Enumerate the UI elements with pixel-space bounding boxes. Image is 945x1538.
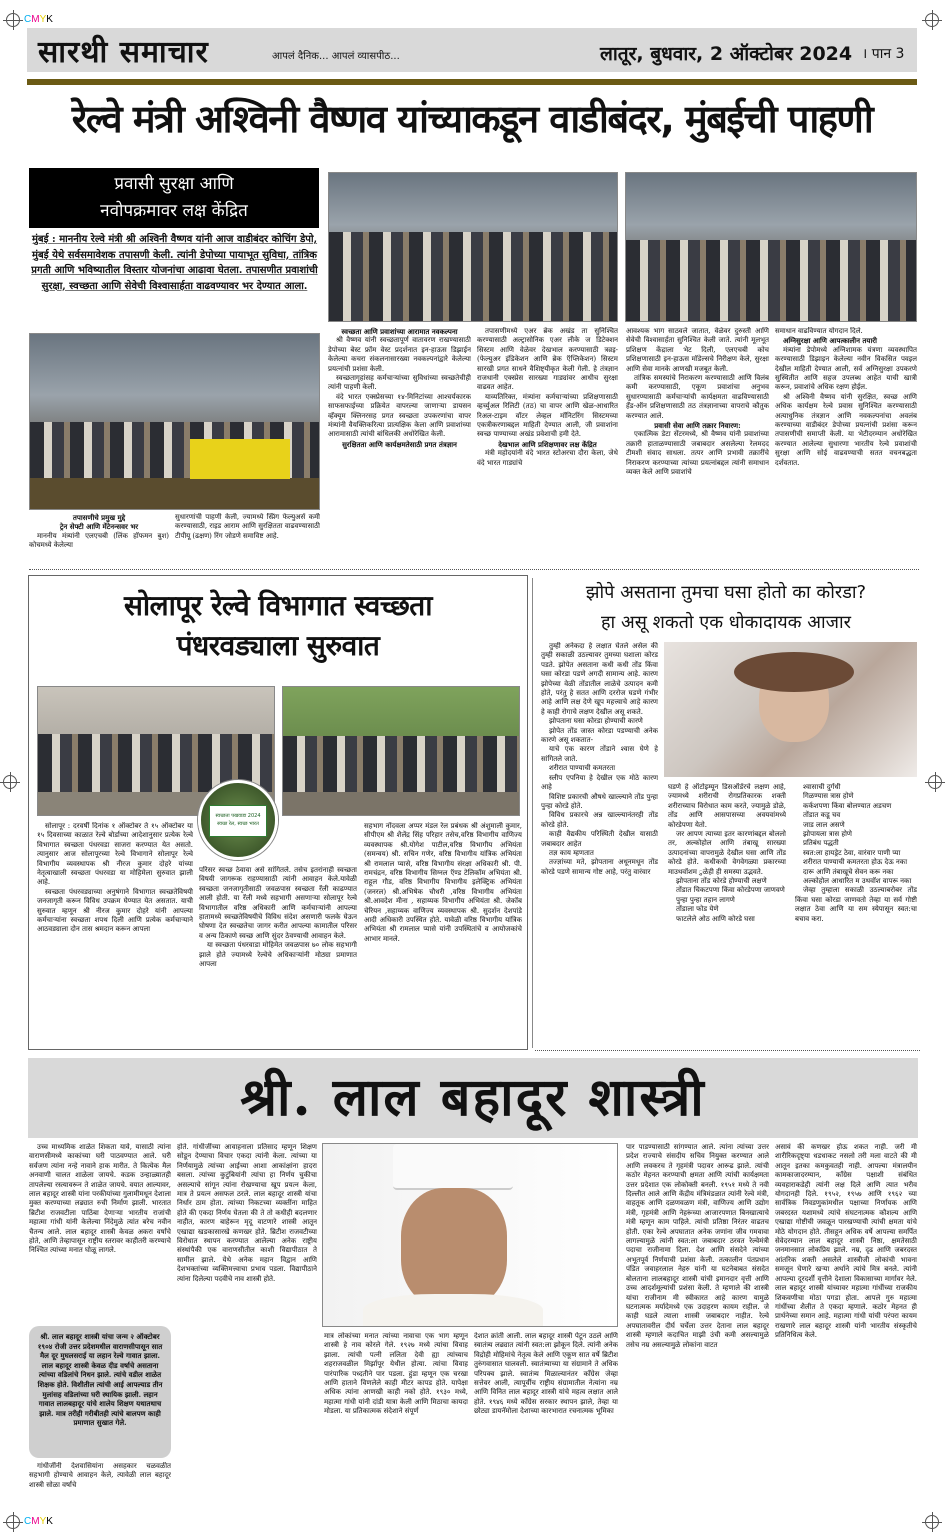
shastri-column-4 [474, 1332, 618, 1504]
shastri-column-1 [29, 1143, 171, 1321]
cmyk-mark: CMYK [24, 14, 53, 25]
banner-slogan: स्वच्छ रेल, स्वच्छ भारत [217, 821, 259, 827]
story2-column-2 [199, 866, 357, 1044]
paragraph: परिसर स्वच्छ ठेवावा असे सांगितले. तसेच इतरांनाही स्वच्छता विषयी जागरूक राहण्यासाठी त्यांनी आवाहन केले.यावेळी स्वच्छता जनजागृतीसाठी जवळपास स्वच्छता रॅली काढण्यात आली होती. या रॅली मध्ये सहभागी असणाऱ्या सोलापूर रेल्वे विभागातील वरिष्ठ अधिकारी आणि कर्मचाऱ्यांनी आपल्या हातामध्ये स्वच्छतेविषयीचे विविध संदेश असणारी फलके घेऊन घोषणा देत स्वच्छतेचा जागर करीत आपल्या कामातील परिसर व अन्य ठिकाणे स्वच्छ आणि सुंदर ठेवण्याची आवाहन केले. [199, 866, 357, 940]
paragraph: आवश्यक भाग साठवले जातात, वेळेवर दुरुस्ती आणि सेवेची विश्वासार्हता सुनिश्चित केली जाते. त्यांनी मूलभूत प्रशिक्षण केंद्राला भेट दिली, एलएचबी कोच प्रशिक्षणासाठी इन-हाऊस मॉडेल्सचे निरीक्षण केले, सुरक्षा आणि सेवा मानके आणखी मजबूत केली. [626, 327, 769, 373]
story3-column-1 [541, 642, 658, 1044]
cmyk-mark: CMYK [24, 1516, 53, 1527]
paragraph: तपासणीमध्ये एअर ब्रेक अखंड ता सुनिश्चित करण्यासाठी अल्ट्रासोनिक एअर लीके ज डिटेक्शन सिस्टम आणि वेळेवर देखभाल करण्यासाठी त्रव्रइ- (फेल्युअर इंडिकेशन आणि ब्रेक ऍप्लिकेशन) सिस्टम सारखी प्रगत साधने वैशिष्ट्यीकृत केली गेली. हे तंत्रज्ञान राजधानी एक्स्प्रेस सारख्या गाड्यांवर आधीच सुरक्षा वाढवत आहेत. [477, 327, 618, 392]
photo-woman-sleepless [664, 642, 917, 777]
subhead: अग्निसुरक्षा आणि आपत्कालीन तयारी [783, 336, 877, 346]
paragraph: शरीरात पाण्याची कमतरता होऊ देऊ नका [803, 858, 908, 867]
paragraph: स्वच्छता पंधरवड्याच्या अनुषंगाने विभागात स्वच्छतेविषयी जनजागृती करून विविध उपक्रम घेण्यात येत असतात. याची सुरुवात म्हणून श्री नीरज कुमार दोहरे यांनी आपल्या कर्मचाऱ्यांना स्वच्छता शपथ दिली आणि प्रत्येक कर्मचाऱ्याने आठवड्याला दोन तास श्रमदान करून आपला [37, 887, 193, 934]
paragraph: जेव्हा तुम्हाला सकाळी उठल्याबरोबर तोंड किंवा घसा कोरडा जाणवतो तेव्हा या सर्व गोष्टी लक्षात ठेवा आणि या सम स्येपासून स्वत:चा बचाव करा. [795, 886, 917, 923]
paragraph: सहभाग नोंदवला अप्पर मंडल रेल प्रबंधक श्री अंशुमाली कुमार, सीपीएम श्री शैलेंद्र सिंह परिहार तसेच,वरिष्ठ विभागीय वाणिज्य व्यवस्थापक श्री.योगेश पाटील,वरिष्ठ विभागीय अभियंता (समन्वय) श्री. सचिन गणेर, वरिष्ठ विभागीय यांत्रिक अभियंता श्री रामलाल प्यासे, वरिष्ठ विभागीय संरक्षा अधिकारी श्री. पी. रामचंद्रन, वरिष्ठ विभागीय सिग्नल ऍण्ड टेलिकॉम अभियंता श्री. राहूल गौड, वरिष्ठ विभागीय विभागीय इलेक्ट्रिक अभियंता (जनरल) श्री.अभिषेक चौधरी ,वरिष्ठ विभागीय अभियंता श्री.आवदेश मीना , सहाय्यक विभागीय अभियंता श्री. जेकॉब चेरियन ,सहाय्यक वाणिज्य व्यवस्थापक श्री. सुदर्शन देशपांडे आदी अधिकारी उपस्थित होते. यावेळी वरिष्ठ विभागीय यांत्रिक अभियंता श्री रामलाल प्यासे यांनी उपस्थितांचे व आयोजकांचे आभार मानले. [364, 822, 522, 943]
dateline: लातूर, बुधवार, 2 ऑक्टोबर 2024 [600, 43, 853, 65]
headline-line: हा असू शकतो एक धोकादायक आजार [601, 612, 851, 633]
headline-line: सोलापूर रेल्वे विभागात स्वच्छता [123, 589, 432, 622]
shastri-column-1b [29, 1462, 171, 1502]
paragraph: दारू आणि तंबाखूचे सेवन करू नका [803, 867, 894, 876]
paragraph: होते. गांधीजींच्या आवाहनाला प्रतिसाद म्हणून शिक्षण सोडून देण्याचा विचार एकदा त्यांनी केला. त्यांच्या या निर्णयामुळे त्यांच्या आईच्या आशा आकांक्षांना हादरा बसला. त्यांच्या कुटुंबियांनी त्यांचा हा निर्णय चुकीचा असल्याचे सांगून त्यांना रोखण्याचा खूप प्रयत्न केला, मात्र ते प्रयत्न असफल ठरले. लाल बहादूर शास्त्री यांचा निर्धार ठाम होता. त्यांच्या निकटच्या व्यक्तींना माहित होते की एकदा निर्णय घेतला की ते तो कधीही बदलणार नाहीत, कारण बाहेरून मृदू वाटणारे शास्त्री आतून एखाद्या खडकासारखे कणखर होते. ब्रिटीश राजवटीच्या विरोधात स्थापन करण्यात आलेल्या अनेक राष्ट्रीय संस्थांपैकी एक वाराणसीतील काशी विद्यापीठात ते सामील झाले. येथे अनेक महान विद्वान आणि देशभक्तांच्या व्यक्तिमत्त्वाचा प्रभाव पडला. विद्यापीठाने त्यांना दिलेल्या पदवीचे नाव शास्त्री होते. [177, 1143, 317, 1283]
gandhi-cap-shape [393, 1144, 513, 1190]
lede-text: मुंबई : माननीय रेल्वे मंत्री श्री अश्विनी वैष्णव यांनी आज वाडीबंदर कोचिंग डेपो, मुंबई येथे सर्वसमावेशक तपासणी केली. त्यांनी डेपोच्या पायाभूत सुविधा, तांत्रिक प्रगती आणि भविष्यातील विस्तार योजनांचा आढावा घेतला. तपासणीत प्रवाशांची सुरक्षा, स्वच्छता आणि सेवेची विश्वासार्हता वाढवण्यावर भर देण्यात आला. [31, 234, 318, 292]
shastri-column-3 [324, 1332, 468, 1504]
paragraph: देशात क्रांती आली. लाल बहादूर शास्त्री पेटून उठले आणि स्वातंत्र्य लढ्यात त्यांनी स्वत:ला झोकून दिले. त्यांनी अनेक विद्रोही मोहिमांचे नेतृत्व केले आणि एकूण सात वर्षे ब्रिटीश तुरुंगवासात घालवली. स्वातंत्र्याच्या या संग्रामाने ते अधिक परिपक्व झाले. स्वातंत्र्य मिळाल्यानंतर काँग्रेस जेव्हा सत्तेवर आली, त्यापूर्वीच राष्ट्रीय संग्रामातील नेत्यांना नम्र आणि विनित लाल बहादूर शास्त्री यांचे महत्व लक्षात आले होते. १९४६ मध्ये काँग्रेस सरकार स्थापन झाले, तेव्हा या छोट्या डायनॅमोला देशाच्या कारभारात रचनात्मक भूमिका [474, 1332, 618, 1416]
shastri-column-2 [177, 1143, 317, 1503]
paragraph: तोंडात चिकटपणा किंवा कोरडेपणा जाणवणे [676, 886, 785, 895]
newspaper-logo: सारथी समाचार [38, 35, 209, 70]
paragraph: फाटलेले ओठ आणि कोरडे घसा [676, 914, 755, 923]
registration-mark-icon [925, 13, 939, 27]
paragraph: गांधीजींनी देशवासियांना असहकार चळवळीत सहभागी होण्याचे आवाहन केले, त्यावेळी लाल बहादूर शास्त्री सोळा वर्षांचे [29, 1462, 171, 1489]
page-number: । पान 3 [862, 46, 905, 62]
story-headline: रेल्वे मंत्री अश्विनी वैष्णव यांच्याकडून वाडीबंदर, मुंबईची पाहणी [71, 97, 873, 141]
paragraph: उच्च माध्यमिक शाळेत शिकता यावे, यासाठी त्यांना वाराणसीमध्ये काकांच्या घरी पाठवण्यात आले. घरी सर्वजण त्यांना नन्हे नावाने हाक मारीत. ते कित्येक मैल अनवाणी चालत शाळेला जायचे. कडक उन्हाळ्यातही तापलेल्या रस्त्यावरून ते शाळेत जायचे. वयात आल्यावर, लाल बहादूर शास्त्री यांना परकीयांच्या गुलामीमधून देशाला मुक्त करण्याच्या लढ्यात रुची निर्माण झाली. भारतात ब्रिटीश राजवटीला पाठिंबा देणाऱ्या भारतीय राजांची महात्मा गांधी यांनी केलेल्या निंदेमुळे त्यांत बरेच नवीन चैतन्य आले. लाल बहादूर शास्त्री केवळ अकरा वर्षांचे होते, आणि तेव्हापासून राष्ट्रीय स्तरावर काहीतरी करण्याचे निश्चित त्यांच्या मनात घोळू लागले. [29, 1143, 171, 1255]
paragraph: मंत्री महोदयांनी वंदे भारत स्टोअरचा दौरा केला, जेथे वंदे भारत गाड्यांचे [477, 449, 618, 467]
paragraph: झोपताना घसा कोरडा होण्याची कारणे [549, 717, 643, 726]
story2-column-3 [364, 822, 522, 1044]
paragraph: स्लीप एपनिया हे देखील एक मोठे कारण आहे [541, 773, 658, 792]
paragraph: वंदे भारत एक्स्प्रेसच्या १४-मिनिटांच्या आश्चर्यकारक साफसफाईच्या प्रक्रियेत वापरल्या जाणाऱ्या डायसन व्हॅक्यूम क्लिनरसह प्रगत स्वच्छता उपकरणांचा वापर मंत्र्यांनी वैयक्तिकरित्या प्रात्यक्षिक केला आणि प्रवाशांच्या आरामासाठी त्यांची बांधिलकी अधोरेखित केली. [328, 392, 471, 439]
paragraph: जर आपण त्याच्या इतर कारणांबद्दल बोललो तर, अल्कोहोल आणि तंबाखू सारख्या उत्पादनांच्या वापरामुळे देखील घसा आणि तोंड कोरडे होते. कधीकधी वेगवेगळ्या प्रकारच्या माउथवॉशम ुळेही ही समस्या उद्भवते. [668, 830, 786, 876]
story2-headline [30, 586, 526, 666]
paragraph: पार पाडण्यासाठी सांगण्यात आले. त्यांना त्यांच्या उत्तर प्रदेश राज्याचे संसदीय सचिव नियुक्त करण्यात आले आणि लवकरच ते गृहमंत्री पदावर आरूढ झाले. त्यांची कठोर मेहनत करण्याची क्षमता आणि त्यांची कार्यक्षमता उत्तर प्रदेशात एक लोकोक्ती बनली. १९५१ मध्ये ते नवी दिल्लीत आले आणि केंद्रीय मंत्रिमंडळात त्यांनी रेल्वे मंत्री, वाहतूक आणि दळणवळण मंत्री, वाणिज्य आणि उद्योग मंत्री, गृहमंत्री आणि नेहरूंच्या आजारपणात बिनखात्याचे मंत्री म्हणून काम पाहिले. त्यांची प्रतिष्ठा निरंतर वाढतच होती. एका रेल्वे अपघातात अनेक जणांना जीव गमवावा लागल्यामुळे त्यांनी स्वत:ला जबाबदार ठरवत रेल्वेमंत्री पदाचा राजीनामा दिला. देश आणि संसदेने त्यांच्या अभूतपूर्व निर्णयाची प्रशंसा केली. तत्कालीन पंतप्रधान पंडित जवाहरलाल नेहरु यांनी या घटनेबाबत संसदेत बोलताना लालबहादूर शास्त्री यांची इमानदार वृत्ती आणि उच्च आदर्शमूल्यांची प्रशंसा केली. ते म्हणाले की शास्त्री यांचा राजीनाम मी स्वीकारत आहे कारण यामुळे घटनात्मक मर्यादेमध्ये एक उदाहरण कायम राहील. जे काही घडले त्याला शास्त्री जबाबदार नाहीत. रेल्वे अपघातावरील दीर्घ चर्चेला उत्तर देताना लाल बहादूर शास्त्री म्हणाले कदाचित माझी उंची कमी असल्यामुळे तसेच नम्र असल्यामुळे लोकांना वाटत [626, 1143, 769, 1349]
kicker-line: नवोपक्रमावर लक्ष केंद्रित [100, 201, 248, 221]
paragraph: श्री वैष्णव यांनी स्वच्छतापूर्ण वातावरण राखण्यासाठी डेपोच्या बेस्ट फ्रॉम वेस्ट प्रदर्शनात इन-हाऊस डिझाईन केलेल्या कचरा संकलनासारख्या नवकल्पनांद्वारे केलेल्या प्रयत्नांची प्रशंसा केली. [328, 336, 471, 373]
inset-photo-banner [198, 780, 278, 860]
paragraph: स्वच्छतागृहांसह कर्मचाऱ्यांच्या सुविधांच्या स्वच्छतेचीही त्यांनी पाहणी केली. [328, 374, 471, 392]
kicker-line: प्रवासी सुरक्षा आणि [114, 174, 234, 194]
registration-mark-icon [925, 1515, 939, 1529]
paragraph: स्वत:ला हायड्रेट ठेवा, वारंवार पाणी प्या [803, 848, 901, 857]
paragraph: याचे एक कारण तोंडाने श्वास घेणे हे सांगितले जाते. [541, 745, 658, 763]
paragraph: काही वैद्यकीय परिस्थिती देखील यासाठी जबाबदार आहेत [541, 830, 658, 848]
paragraph: तज्ञ काय म्हणतात [549, 848, 594, 857]
story1-column-3 [328, 327, 471, 565]
paragraph: तज्ज्ञांच्या मते, झोपताना अधूनमधून तोंड कोरडे पडणे सामान्य गोष्ट आहे, परंतु वारंवार [541, 858, 658, 876]
section-divider [29, 569, 919, 570]
story1-column-6 [775, 327, 917, 565]
subhead: ट्रेन सेफ्टी आणि मेंटेनन्सवर भर [59, 522, 139, 532]
photo-minister-inspecting-coach [29, 333, 320, 510]
story-kicker [29, 168, 319, 228]
story3-column-2 [668, 783, 786, 1044]
paragraph: श्वासाची दुर्गंधी [803, 783, 841, 791]
paragraph: असावं की कणखर होऊ शकत नाही. जरी मी शारीरिकदृष्ट्या धडधाकट नसलो तरी मला वाटते की मी आतून इतका कमकुवतही नाही. आपल्या मंत्रालयीन कामकाजादरम्यान, काँग्रेस पक्षाशी संबंधित व्यवहाराकडेही त्यांनी लक्ष दिले आणि त्यात भरीव योगदानही दिले. १९५२, १९५७ आणि १९६२ च्या सार्वत्रिक निवडणुकांमधील पक्षाच्या निर्णायक आणि जबरदस्त यशामध्ये त्यांचे संघटनात्मक कौशल्य आणि एखाद्या गोष्टीची जवळून पारखण्याची त्यांची क्षमता यांचे मोठे योगदान होते. तीसहून अधिक वर्षे आपल्या समर्पित सेवेदरम्यान लाल बहादूर शास्त्री निष्ठा, क्षमतेसाठी जनमानसात लोकप्रिय झाले. नम्र, दृढ आणि जबरदस्त आंतरिक शक्ती असलेले शास्त्रीजी लोकांची भावना समजून घेणारे खऱ्या अर्थाने त्यांचे मित्र बनले. त्यांनी आपल्या दूरदर्शी वृत्तीने देशाला विकासाच्या मार्गावर नेले. लाल बहादूर शास्त्री यांच्यावर महात्मा गांधींच्या राजकीय शिकवणीचा मोठा पगडा होता. आपले गुरु महात्मा गांधींच्या शैलीत ते एकदा म्हणाले. कठोर मेहनत ही प्रार्थनेच्या समान आहे. महात्मा गांधी यांची परंपरा कायम राखणारे लाल बहादूर शास्त्री यांनी भारतीय संस्कृतीचे प्रतिनिधित्व केले. [775, 1143, 917, 1340]
paragraph: पुन्हा पुन्हा तहान लागणे [676, 895, 735, 904]
paragraph: तोंडाला फोड येणे [676, 905, 719, 914]
paragraph: विशिष्ट प्रकारची औषधे खाल्ल्याने तोंड पुन्हा पुन्हा कोरडे होते. [541, 792, 658, 810]
paragraph: प्रतिबंध पद्धती [803, 839, 839, 848]
subhead: स्वच्छता आणि प्रवाशांच्या आरामात नवकल्पना [341, 327, 458, 336]
shastri-headline: श्री. लाल बहादूर शास्त्री [240, 1067, 706, 1128]
subhead: सुरक्षितता आणि कार्यक्षमतेसाठी प्रगत तंत्रज्ञान [342, 439, 457, 449]
subhead: प्रवासी सेवा आणि तक्रार निवारण: [654, 421, 741, 431]
masthead-rule [27, 79, 917, 85]
kurta-shape [363, 1294, 543, 1327]
paragraph: मात्र लोकांच्या मनात त्यांच्या नावाचा एक भाग म्हणून शास्त्री हे नाव कोरले गेले. १९२७ मध्ये त्यांचा विवाह झाला. त्यांची पत्नी ललिता देवी ह्या त्यांच्याच शहराजवळील मिर्झापूर येथील होत्या. त्यांचा विवाह पारंपारिक पध्दतीने पार पडला. हुंडा म्हणून एक चरखा आणि हाताने विणलेले काही मीटर कापड होते. यापेक्षा अधिक त्यांना आणखी काही नको होते. १९३० मध्ये, महात्मा गांधी यांनी दांडी यात्रा केली आणि मिठाचा कायदा मोडला. या प्रतिकात्मक संदेशाने संपूर्ण [324, 1332, 468, 1416]
shastri-birth-callout: श्री. लाल बहादूर शास्त्री यांचा जन्म २ ऑक्टोबर १९०४ रोजी उत्तर प्रदेशमधील वाराणसीपासून सात मैल दूर मुघलसराई या लहान रेल्वे गावात झाला. लाल बहादूर शास्त्री केवळ दीड वर्षाचे असताना त्यांच्या वडिलांचे निधन झाले. त्यांचे वडील शाळेत शिक्षक होते. विशीतील त्यांची आई आपल्याड तीन मुलांसह वडिलांच्या घरी स्थायिक झाली. लहान गावात लालबहादूर यांचे शालेय शिक्षण यथातथाच झाले. मात्र तरीही गरीबीतही त्यांचे बालपण काही प्रमाणात सुखात गेले. [29, 1326, 171, 1458]
paragraph: झोपताना तोंड कोरडे होण्याची लक्षणे [676, 877, 767, 886]
paragraph: कर्कशपणा किंवा बोलण्यात अडचण [803, 801, 892, 810]
paragraph: झोपायला त्रास होणे [803, 830, 852, 839]
photo-lal-bahadur-shastri [322, 1143, 618, 1327]
subhead: तपासणीचे प्रमुख मुद्दे [72, 513, 126, 522]
section-divider [535, 1050, 920, 1051]
registration-mark-icon [3, 775, 17, 789]
paragraph: मंत्र्यांना डेपोमध्ये अग्निशामक यंत्रणा व्यवस्थापित करण्यासाठी डिझाइन केलेल्या नवीन विकसित पवइल देखील माहिती देण्यात आली, सर्व अग्निसुरक्षा उपकरणे सुस्थितीत आणि सहज उपलब्ध आहेत याची खात्री करून, प्रवाशांचे अधिक रक्षण होईल. [775, 345, 917, 392]
paragraph: झोपेत तोंड जास्त कोरडा पडण्याची अनेक कारणे असू शकतात- [541, 726, 658, 745]
paragraph: सुधारणांची पाहणी केली, ज्यामध्ये स्प्रिंग फेल्युअर्स कमी करण्यासाठी, राइड आराम आणि सुरक्षितता वाढवण्यासाठी टीपीयू (ढक्षण) रिंग जोडणे समाविष्ट आहे. [175, 513, 320, 540]
shastri-column-5 [626, 1143, 769, 1505]
paragraph: घडणे हे ऑटोइम्यून डिसऑर्डरचे लक्षण आहे, ज्यामध्ये शरीराची रोगप्रतिकारक शक्ती शरीराच्याच विरोधात काम करते, ज्यामुळे डोळे, तोंड आणि आसपासच्या अवयवांमध्ये कोरडेपणा येतो. [668, 783, 786, 829]
cleanliness-banner [209, 805, 267, 837]
paragraph: शरीरात पाण्याची कमतरता [549, 764, 616, 773]
column-rule [532, 578, 533, 1048]
story3-column-3 [795, 783, 917, 1044]
banner-title: स्वच्छता पखवाडा 2024 [215, 813, 261, 819]
story1-column-5 [626, 327, 769, 565]
story3-headline [535, 578, 917, 638]
paragraph: समाधान वाढविण्यात योगदान दिले. [775, 327, 863, 335]
registration-mark-icon [6, 1515, 20, 1529]
paragraph: अल्कोहोल आधारित म उथवॉश वापरू नका [803, 877, 912, 886]
headline-line: झोपे असताना तुमचा घसा होतो का कोरडा? [585, 582, 867, 603]
shastri-column-6 [775, 1143, 917, 1505]
paragraph: तुम्ही अनेकदा हे लक्षात घेतले असेल की तुम्ही सकाळी उठल्यावर तुमच्या घशाला कोरड पडते. झोपेत असताना कधी कधी तोंड किंवा घसा कोरडा पडणे अगदी सामान्य आहे. कारण झोपेच्या वेळी तोंडातील लाळेचे उत्पादन कमी होते, परंतु हे सतत आणि दररोज घडणे गंभीर आहे आणि लक्ष देणे खूप महत्त्वाचे आहे कारण हे काही रोगाचे लक्षण देखील असू शकते. [541, 642, 658, 716]
story2-column-1 [37, 822, 193, 1044]
hair-shape [734, 652, 854, 692]
photo-minister-with-staff [328, 172, 618, 322]
paragraph: एकात्मिक डेटा सेंटरमध्ये, श्री वैष्णव यांनी प्रवाशांच्या तक्रारी हाताळण्यासाठी जबाबदार असलेल्या रेलमदद टीमशी संवाद साधला. तत्पर आणि प्रभावी तक्रारींचे निराकरण करण्याच्या त्यांच्या प्रयत्नांबद्दल त्यांनी समाधान व्यक्त केले आणि प्रवाशांचे [626, 430, 769, 477]
paragraph: विविध प्रकारचे अन्न खाल्ल्यानंतरही तोंड कोरडे होते. [541, 811, 658, 829]
paragraph: जाड लाल असणे [803, 820, 845, 829]
photo-rally-march [282, 686, 520, 816]
paragraph: तोंडात कडू चव [803, 811, 841, 820]
headline-line: पंधरवड्याला सुरुवात [176, 629, 380, 662]
paragraph: या स्वच्छता पंधरवाडा मोहिमेत जवळपास ७० लोक सहभागी झाले होते ज्यामध्ये रेल्वेचे अधिकाऱ्यांनी मोठ्या प्रमाणात आपला [199, 941, 357, 969]
paragraph: तांत्रिक समस्यांचे निराकरण करण्यासाठी आणि विलंब कमी करण्यासाठी, एकूण प्रवाशांचा अनुभव सुधारण्यासाठी कर्मचाऱ्यांची कार्यक्षमता वाढविण्यासाठी हँड-ऑन प्रशिक्षणासाठी तठ तंत्रज्ञानाच्या वापराचे कौतुक करण्यात आले. [626, 374, 769, 420]
registration-mark-icon [6, 13, 20, 27]
registration-mark-icon [928, 775, 942, 789]
story1-column-1 [29, 513, 169, 565]
face-shape [401, 1188, 507, 1308]
yellow-equipment-shape [190, 439, 290, 479]
paragraph: सोलापूर : दरवर्षी दिनांक १ ऑक्टोबर ते १५ ऑक्टोबर या १५ दिवसाच्या काळात रेल्वे बोर्डाच्या आदेशानुसार प्रत्येक रेल्वे विभागात स्वच्छता पंधरवडा साजरा करण्यात येत असतो. त्यानुसार आज सोलापूरच्या रेल्वे विभागाने सोलापूर रेल्वे विभागीय व्यवस्थापक श्री नीरज कुमार दोहरे यांच्या नेतृत्वाखाली स्वच्छता पंधरवडा या मोहिमेला सुरुवात झाली आहे. [37, 822, 193, 887]
story1-column-4 [477, 327, 618, 565]
paragraph: श्री अश्विनी वैष्णव यांनी सुरक्षित, स्वच्छ आणि अधिक कार्यक्षम रेल्वे प्रवास सुनिश्चित करण्यासाठी अत्याधुनिक तंत्रज्ञान आणि नवकल्पनांचा अवलंब करण्याच्या वाडीबंदर डेपोच्या प्रयत्नांची प्रशंसा करून तपासणीची समाप्ती केली. या भेटीदरम्यान अधोरेखित करण्यात आलेल्या सुधारणा भारतीय रेल्वे प्रवाशांची सुरक्षा आणि सोई वाढवण्याची सतत वचनबद्धता दर्शवतात. [775, 392, 917, 467]
photo-minister-interaction [625, 172, 917, 322]
paragraph: गिळण्यास त्रास होणे [803, 792, 854, 801]
story-lede [27, 232, 322, 328]
tagline: आपलं दैनिक... आपलं व्यासपीठ... [272, 51, 400, 62]
paragraph: याव्यतिरिक्त, मंत्र्यांना कर्मचाऱ्यांच्या प्रशिक्षणासाठी व्हर्च्युअल रिलिटी (तठ) चा वापर आणि खेळ-आधारित रिअल-टाइम वॉटर लेव्हल मॉनिटरिंग सिस्टमच्या एकत्रीकरणाबद्दल माहिती देण्यात आली, जी प्रवाशांना स्वच्छ पाण्याच्या अखंड प्रवेशाची हमी देते. [477, 392, 618, 439]
story1-column-2 [175, 513, 320, 565]
paragraph: माननीय मंत्र्यांनी एलएचबी (लिंक हॉफमन बुश) कोचमध्ये केलेल्या [29, 531, 169, 550]
subhead: देखभाल आणि प्रशिक्षणावर लक्ष केंद्रित [498, 439, 597, 449]
